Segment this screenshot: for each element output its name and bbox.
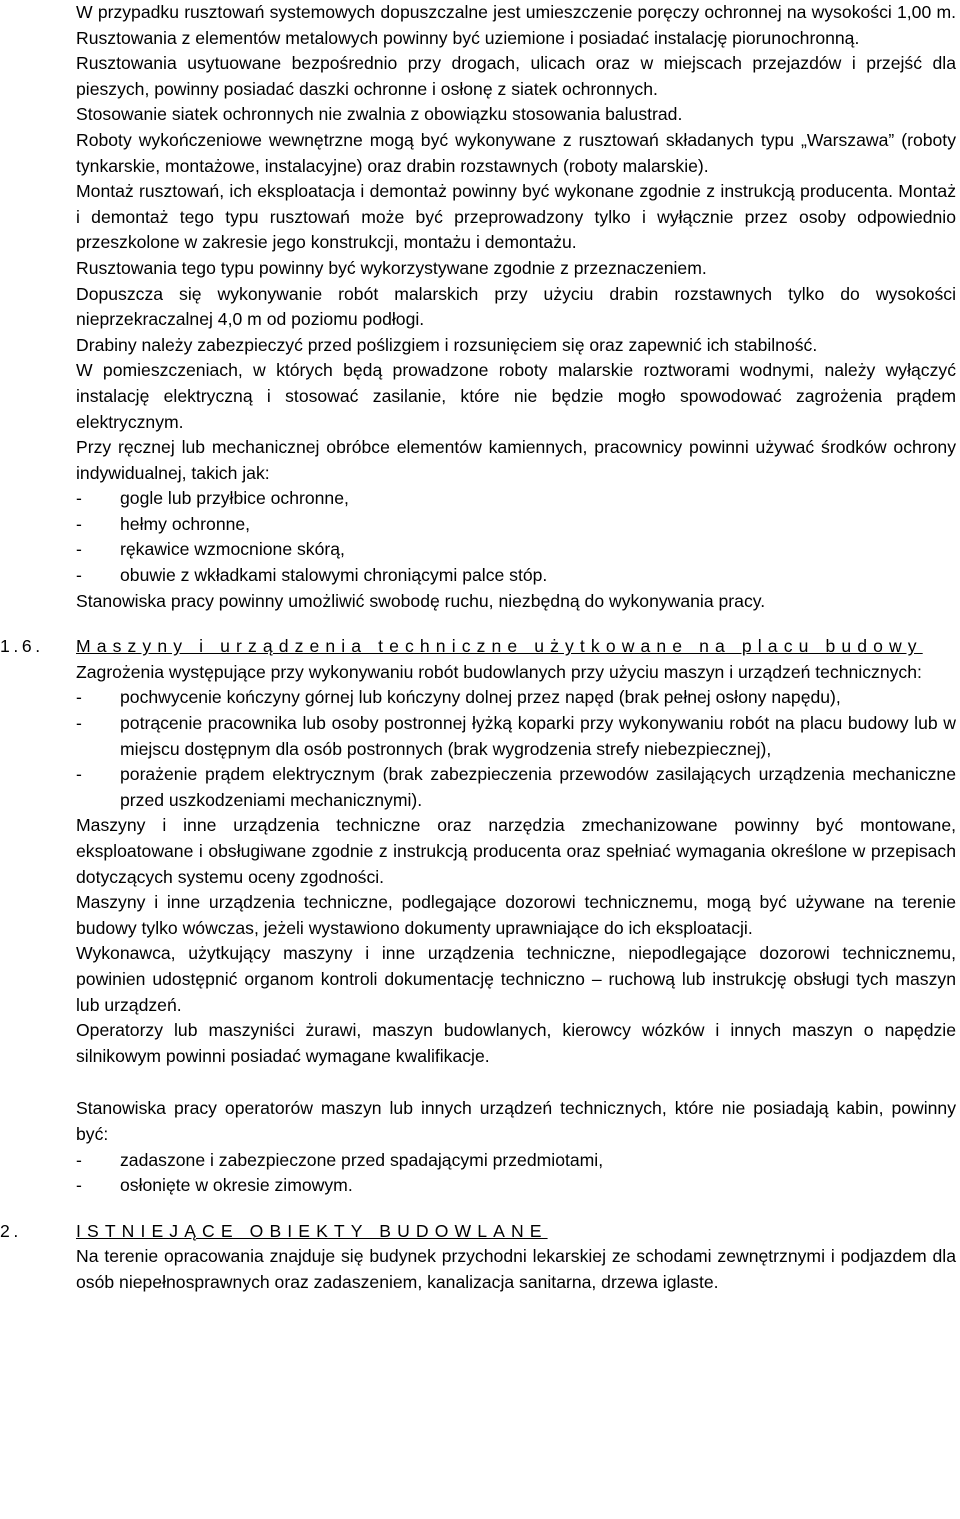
section-title: ISTNIEJĄCE OBIEKTY BUDOWLANE (76, 1220, 548, 1241)
paragraph-scaffold-roads: Rusztowania usytuowane bezpośrednio przy drogach, ulicach oraz w miejscach przejazdów i przejść dla pieszych, powinny posiadać daszki ochronne i osłonę z siatek ochronnych. (76, 53, 956, 99)
section-title: Maszyny i urządzenia techniczne użytkowane na placu budowy (76, 636, 923, 657)
protection-equipment-list (76, 486, 956, 588)
paragraph-ladder-stability: Drabiny należy zabezpieczyć przed poślizgiem i rozsunięciem się oraz zapewnić ich stabilność. (76, 334, 818, 355)
paragraph-documentation: Wykonawca, użytkujący maszyny i inne urządzenia techniczne, niepodlegające dozorowi technicznemu, powinien udostępnić organom kontroli dokumentację techniczno – ruchową lub instrukcję obsługi tych maszyn lub urządzeń. (76, 943, 956, 1015)
section-number: 2. (0, 1220, 22, 1241)
operator-stations-list (76, 1148, 956, 1199)
list-item: - gogle lub przyłbice ochronne, (76, 486, 956, 512)
list-item: - hełmy ochronne, (76, 512, 956, 538)
list-item: - rękawice wzmocnione skórą, (76, 537, 956, 563)
paragraph-machine-hazards-intro: Zagrożenia występujące przy wykonywaniu robót budowlanych przy użyciu maszyn i urządzeń technicznych: (76, 661, 922, 682)
paragraph-water-painting: W pomieszczeniach, w których będą prowadzone roboty malarskie roztworami wodnymi, należy wyłączyć instalację elektryczną i stosować zasilanie, które nie będzie mogło spowodować zagrożenia prądem elektrycznym. (76, 360, 956, 432)
paragraph-stone-processing: Przy ręcznej lub mechanicznej obróbce elementów kamiennych, pracownicy powinni używać środków ochrony indywidualnej, takich jak: (76, 437, 956, 483)
list-item: - potrącenie pracownika lub osoby postronnej łyżką koparki przy wykonywaniu robót na placu budowy lub w miejscu dostępnym dla osób postronnych (brak wygrodzenia strefy niebezpiecznej), (76, 711, 956, 762)
paragraph-finishing-works: Roboty wykończeniowe wewnętrzne mogą być wykonywane z rusztowań składanych typu „Warszawa” (roboty tynkarskie, montażowe, instalacyjne) oraz drabin rozstawnych (roboty malarskie). (76, 129, 956, 176)
machine-hazards-list (76, 685, 956, 813)
list-item: - porażenie prądem elektrycznym (brak zabezpieczenia przewodów zasilających urządzenia mechaniczne przed uszkodzeniami mechanicznymi). (76, 762, 956, 813)
paragraph-safety-nets: Stosowanie siatek ochronnych nie zwalnia z obowiązku stosowania balustrad. (76, 104, 683, 125)
section-heading-2 (0, 1219, 956, 1245)
list-item: - pochwycenie kończyny górnej lub kończyny dolnej przez napęd (brak pełnej osłony napędu), (76, 685, 956, 711)
paragraph-scaffold-systems: W przypadku rusztowań systemowych dopuszczalne jest umieszczenie poręczy ochronnej na wysokości 1,00 m. Rusztowania z elementów metalowych powinny być uziemione i posiadać instalację piorunochronną. (76, 2, 956, 48)
list-item: - zadaszone i zabezpieczone przed spadającymi przedmiotami, (76, 1148, 956, 1174)
paragraph-machine-installation: Maszyny i inne urządzenia techniczne oraz narzędzia zmechanizowane powinny być montowane, eksploatowane i obsługiwane zgodnie z instrukcją producenta oraz spełniać wymagania określone w przepisach dotyczących systemu oceny zgodności. (76, 815, 956, 887)
section-number: 1.6. (0, 636, 44, 657)
paragraph-scaffold-usage: Rusztowania tego typu powinny być wykorzystywane zgodnie z przeznaczeniem. (76, 257, 707, 278)
paragraph-existing-buildings: Na terenie opracowania znajduje się budynek przychodni lekarskiej ze schodami zewnętrznymi i podjazdem dla osób niepełnosprawnych oraz zadaszeniem, kanalizacja sanitarna, drzewa iglaste. (76, 1246, 956, 1292)
list-item: - obuwie z wkładkami stalowymi chroniącymi palce stóp. (76, 563, 956, 589)
paragraph-operator-stations: Stanowiska pracy operatorów maszyn lub innych urządzeń technicznych, które nie posiadają kabin, powinny być: (76, 1098, 956, 1144)
paragraph-workstation: Stanowiska pracy powinny umożliwić swobodę ruchu, niezbędną do wykonywania pracy. (76, 590, 766, 611)
list-item: - osłonięte w okresie zimowym. (76, 1173, 956, 1199)
paragraph-operator-qualifications: Operatorzy lub maszyniści żurawi, maszyn budowlanych, kierowcy wózków i innych maszyn o napędzie silnikowym powinni posiadać wymagane kwalifikacje. (76, 1020, 956, 1066)
paragraph-scaffold-assembly: Montaż rusztowań, ich eksploatacja i demontaż powinny być wykonane zgodnie z instrukcją producenta. Montaż i demontaż tego typu rusztowań może być przeprowadzony tylko i wyłącznie przez osoby odpowiednio przeszkolone w zakresie jego konstrukcji, montażu i demontażu. (76, 181, 956, 253)
section-heading-1-6 (0, 634, 956, 660)
paragraph-technical-supervision: Maszyny i inne urządzenia techniczne, podlegające dozorowi technicznemu, mogą być używane na terenie budowy tylko wówczas, jeżeli wystawiono dokumenty uprawniające do ich eksploatacji. (76, 892, 956, 938)
paragraph-painting-ladders: Dopuszcza się wykonywanie robót malarskich przy użyciu drabin rozstawnych tylko do wysokości nieprzekraczalnej 4,0 m od poziomu podłogi. (76, 283, 956, 330)
